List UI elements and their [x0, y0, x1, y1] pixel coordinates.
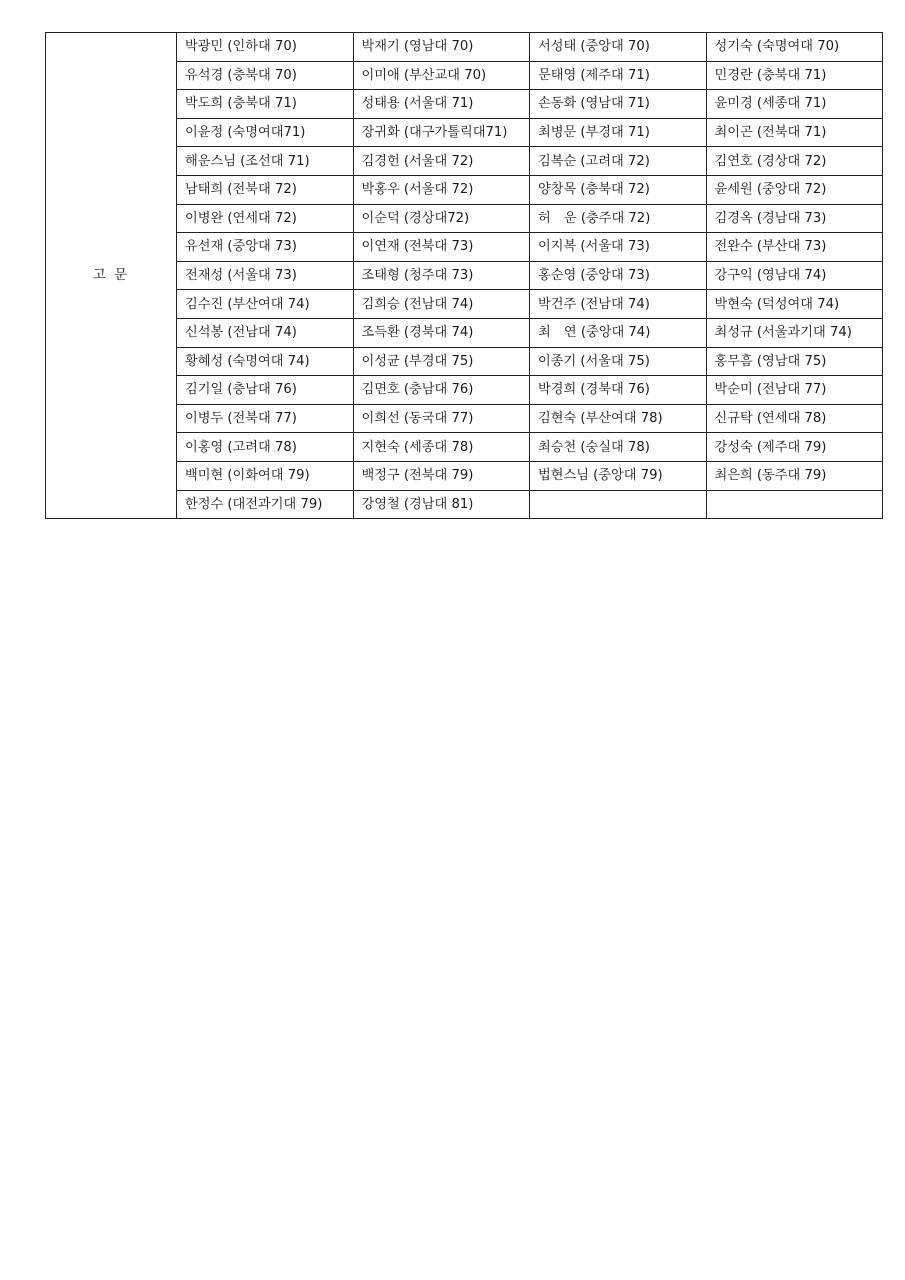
member-cell: 최이곤 (전북대 71) [706, 118, 883, 147]
member-cell: 박건주 (전남대 74) [530, 290, 707, 319]
member-cell: 전재성 (서울대 73) [177, 261, 354, 290]
member-cell: 이지복 (서울대 73) [530, 233, 707, 262]
member-cell: 문태영 (제주대 71) [530, 61, 707, 90]
member-cell: 강영철 (경남대 81) [353, 490, 530, 519]
member-cell: 최승천 (숭실대 78) [530, 433, 707, 462]
member-cell [706, 490, 883, 519]
member-cell: 김수진 (부산여대 74) [177, 290, 354, 319]
role-label-advisor: 고 문 [46, 33, 177, 519]
member-cell: 윤세원 (중앙대 72) [706, 175, 883, 204]
member-cell: 이윤정 (숙명여대71) [177, 118, 354, 147]
member-cell: 성태용 (서울대 71) [353, 90, 530, 119]
member-cell: 최은희 (동주대 79) [706, 461, 883, 490]
member-cell: 손동화 (영남대 71) [530, 90, 707, 119]
member-cell: 최 연 (중앙대 74) [530, 318, 707, 347]
roster-table-body [46, 33, 883, 519]
member-cell: 강성숙 (제주대 79) [706, 433, 883, 462]
member-cell: 김희승 (전남대 74) [353, 290, 530, 319]
member-cell: 이성균 (부경대 75) [353, 347, 530, 376]
member-cell: 이순덕 (경상대72) [353, 204, 530, 233]
member-cell: 김복순 (고려대 72) [530, 147, 707, 176]
member-cell: 지현숙 (세종대 78) [353, 433, 530, 462]
member-cell: 박순미 (전남대 77) [706, 376, 883, 405]
member-cell: 이홍영 (고려대 78) [177, 433, 354, 462]
member-cell: 최성규 (서울과기대 74) [706, 318, 883, 347]
member-cell: 허 운 (충주대 72) [530, 204, 707, 233]
member-cell: 박재기 (영남대 70) [353, 33, 530, 62]
member-cell: 김면호 (충남대 76) [353, 376, 530, 405]
member-cell: 김경옥 (경남대 73) [706, 204, 883, 233]
member-cell: 이종기 (서울대 75) [530, 347, 707, 376]
advisor-roster-table [45, 32, 883, 519]
member-cell: 법현스님 (중앙대 79) [530, 461, 707, 490]
member-cell: 해운스님 (조선대 71) [177, 147, 354, 176]
member-cell: 홍무흠 (영남대 75) [706, 347, 883, 376]
member-cell: 김연호 (경상대 72) [706, 147, 883, 176]
member-cell: 백미현 (이화여대 79) [177, 461, 354, 490]
member-cell: 한정수 (대전과기대 79) [177, 490, 354, 519]
member-cell: 황혜성 (숙명여대 74) [177, 347, 354, 376]
member-cell: 유석경 (충북대 70) [177, 61, 354, 90]
member-cell: 최병문 (부경대 71) [530, 118, 707, 147]
member-cell: 장귀화 (대구가톨릭대71) [353, 118, 530, 147]
member-cell: 이미애 (부산교대 70) [353, 61, 530, 90]
advisor-roster-sheet [45, 32, 882, 519]
member-cell: 유선재 (중앙대 73) [177, 233, 354, 262]
member-cell: 김현숙 (부산여대 78) [530, 404, 707, 433]
member-cell: 이병완 (연세대 72) [177, 204, 354, 233]
table-row [46, 33, 883, 62]
member-cell: 김기일 (충남대 76) [177, 376, 354, 405]
member-cell: 박홍우 (서울대 72) [353, 175, 530, 204]
member-cell: 박경희 (경북대 76) [530, 376, 707, 405]
member-cell: 윤미경 (세종대 71) [706, 90, 883, 119]
member-cell: 이희선 (동국대 77) [353, 404, 530, 433]
member-cell: 민경란 (충북대 71) [706, 61, 883, 90]
member-cell: 이연재 (전북대 73) [353, 233, 530, 262]
member-cell: 박도희 (충북대 71) [177, 90, 354, 119]
member-cell: 홍순영 (중앙대 73) [530, 261, 707, 290]
member-cell [530, 490, 707, 519]
member-cell: 조득환 (경북대 74) [353, 318, 530, 347]
member-cell: 박현숙 (덕성여대 74) [706, 290, 883, 319]
member-cell: 강구익 (영남대 74) [706, 261, 883, 290]
member-cell: 성기숙 (숙명여대 70) [706, 33, 883, 62]
member-cell: 남태희 (전북대 72) [177, 175, 354, 204]
member-cell: 신석봉 (전남대 74) [177, 318, 354, 347]
member-cell: 조태형 (청주대 73) [353, 261, 530, 290]
member-cell: 전완수 (부산대 73) [706, 233, 883, 262]
member-cell: 이병두 (전북대 77) [177, 404, 354, 433]
member-cell: 백정구 (전북대 79) [353, 461, 530, 490]
member-cell: 서성태 (중앙대 70) [530, 33, 707, 62]
member-cell: 양창목 (충북대 72) [530, 175, 707, 204]
member-cell: 신규탁 (연세대 78) [706, 404, 883, 433]
member-cell: 박광민 (인하대 70) [177, 33, 354, 62]
member-cell: 김경헌 (서울대 72) [353, 147, 530, 176]
